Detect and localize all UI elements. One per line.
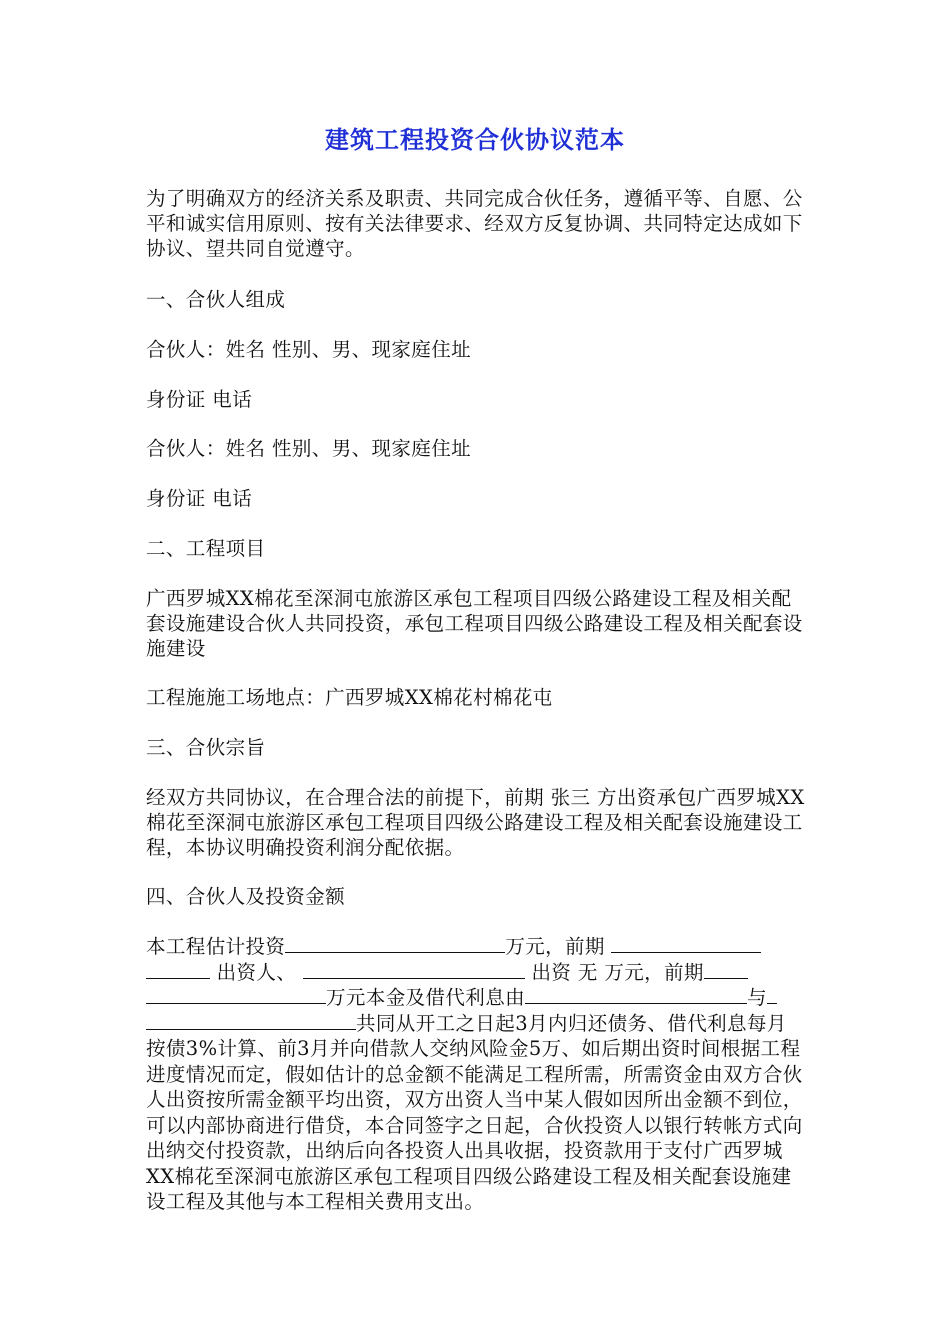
blank-total-amount[interactable] <box>285 934 505 953</box>
investment-text-5: 万元本金及借代利息由 <box>326 986 526 1009</box>
purpose-paragraph: 经双方共同协议，在合理合法的前提下，前期 张三 方出资承包广西罗城XX棉花至深洞屯旅游区承包工程项目四级公路建设工程及相关配套设施建设工程，本协议明确投资利润分配依据。 <box>146 786 805 859</box>
blank-debtor-2[interactable] <box>767 985 777 1004</box>
investment-text-2: 万元，前期 <box>505 935 605 958</box>
partner-id-line-2: 身份证 电话 <box>146 487 253 510</box>
blank-early-amount-cont[interactable] <box>146 985 326 1004</box>
partner-line-1: 合伙人：姓名 性别、男、现家庭住址 <box>146 338 471 361</box>
document-title: 建筑工程投资合伙协议范本 <box>325 126 625 154</box>
blank-debtor-2-cont[interactable] <box>146 1011 356 1030</box>
investment-text-6: 与 <box>747 986 767 1009</box>
blank-investor[interactable] <box>303 960 525 979</box>
site-location-line: 工程施施工场地点：广西罗城XX棉花村棉花屯 <box>146 686 553 709</box>
investment-text-1: 本工程估计投资 <box>146 935 286 958</box>
partner-id-line-1: 身份证 电话 <box>146 388 253 411</box>
project-paragraph: 广西罗城XX棉花至深洞屯旅游区承包工程项目四级公路建设工程及相关配套设施建设合伙人共同投资，承包工程项目四级公路建设工程及相关配套设施建设 <box>146 587 803 660</box>
blank-debtor-1[interactable] <box>525 985 747 1004</box>
section-heading-partners: 一、合伙人组成 <box>146 288 286 311</box>
investment-text-7: 共同从开工之日起3月内归还债务、借代利息每月按债3%计算、前3月并向借款人交纳风险金5万、如后期出资时间根据工程进度情况而定，假如估计的总金额不能满足工程所需，所需资金由双方合伙人出资按所需金额平均出资，双方出资人当中某人假如因所出金额不到位，可以内部协商进行借贷，本合同签字之日起，合伙投资人以银行转帐方式向出纳交付投资款，出纳后向各投资人出具收据，投资款用于支付广西罗城XX棉花至深洞屯旅游区承包工程项目四级公路建设工程及相关配套设施建设工程及其他与本工程相关费用支出。 <box>146 1011 803 1213</box>
investment-paragraph <box>146 934 806 1215</box>
section-heading-investment: 四、合伙人及投资金额 <box>146 885 346 908</box>
blank-early-party-cont[interactable] <box>146 960 210 979</box>
partner-line-2: 合伙人：姓名 性别、男、现家庭住址 <box>146 437 471 460</box>
blank-early-party[interactable] <box>611 934 761 953</box>
investment-text-3: 出资人、 <box>216 960 297 984</box>
intro-paragraph: 为了明确双方的经济关系及职责、共同完成合伙任务，遵循平等、自愿、公平和诚实信用原则、按有关法律要求、经双方反复协调、共同特定达成如下协议、望共同自觉遵守。 <box>146 187 803 260</box>
section-heading-purpose: 三、合伙宗旨 <box>146 736 266 759</box>
investment-text-4: 出资 无 万元，前期 <box>531 960 704 984</box>
blank-early-amount[interactable] <box>704 960 748 979</box>
section-heading-project: 二、工程项目 <box>146 537 266 560</box>
